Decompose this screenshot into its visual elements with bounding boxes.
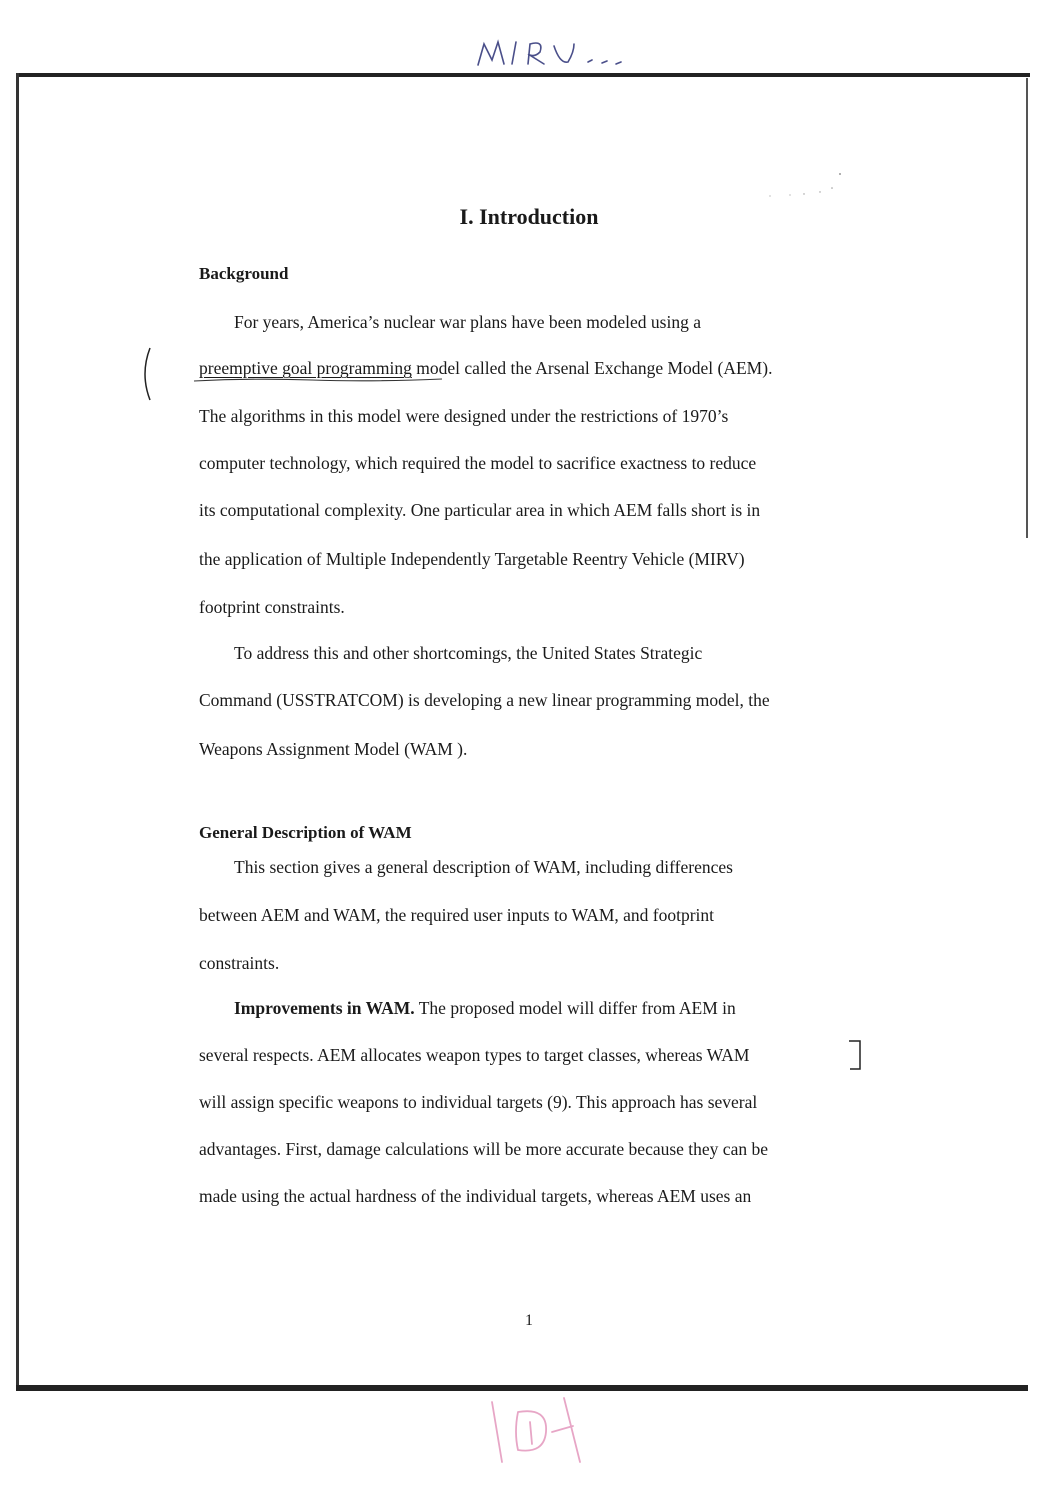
underlined-term: preemptive goal programming bbox=[199, 358, 412, 378]
page-title: I. Introduction bbox=[459, 204, 599, 229]
run-in-heading-improvements: Improvements in WAM. bbox=[234, 998, 415, 1018]
text-line: This section gives a general description of WAM, including differences bbox=[234, 857, 733, 877]
text-line: To address this and other shortcomings, the United States Strategic bbox=[234, 643, 703, 663]
text-line: The algorithms in this model were designed under the restrictions of 1970’s bbox=[199, 406, 729, 426]
text-line: Command (USSTRATCOM) is developing a new linear programming model, the bbox=[199, 690, 770, 710]
scan-border-bottom bbox=[16, 1385, 1028, 1391]
handwritten-mirv-note bbox=[470, 30, 640, 75]
margin-paren-mark bbox=[138, 346, 158, 402]
scan-border-left bbox=[16, 73, 19, 1391]
text-line: Weapons Assignment Model (WAM ). bbox=[199, 739, 468, 759]
text-line: footprint constraints. bbox=[199, 597, 345, 617]
text-line: between AEM and WAM, the required user inputs to WAM, and footprint bbox=[199, 905, 715, 925]
text-line: For years, America’s nuclear war plans have been modeled using a bbox=[234, 312, 701, 332]
text-line: its computational complexity. One particular area in which AEM falls short is in bbox=[199, 500, 761, 520]
text-line: will assign specific weapons to individual targets (9). This approach has several bbox=[199, 1092, 758, 1112]
handwritten-underline bbox=[192, 376, 444, 384]
text-line: computer technology, which required the model to sacrifice exactness to reduce bbox=[199, 453, 757, 473]
text-fragment: The proposed model will differ from AEM in bbox=[414, 998, 736, 1018]
handwritten-10a-stamp bbox=[478, 1392, 588, 1472]
scan-border-right bbox=[1026, 78, 1028, 538]
text-line: advantages. First, damage calculations will be more accurate because they can be bbox=[199, 1139, 768, 1159]
section-heading-background: Background bbox=[199, 264, 289, 283]
text-line: the application of Multiple Independently Targetable Reentry Vehicle (MIRV) bbox=[199, 549, 745, 569]
section-heading-general-description: General Description of WAM bbox=[199, 823, 412, 842]
margin-bracket-mark bbox=[846, 1038, 864, 1072]
text-line: constraints. bbox=[199, 953, 280, 973]
scan-speckle bbox=[760, 170, 850, 200]
text-line: made using the actual hardness of the individual targets, whereas AEM uses an bbox=[199, 1186, 752, 1206]
text-fragment: model called the Arsenal Exchange Model (AEM). bbox=[411, 358, 773, 378]
page-number: 1 bbox=[525, 1312, 533, 1329]
text-line: several respects. AEM allocates weapon types to target classes, whereas WAM bbox=[199, 1045, 750, 1065]
text-line bbox=[234, 998, 736, 1019]
